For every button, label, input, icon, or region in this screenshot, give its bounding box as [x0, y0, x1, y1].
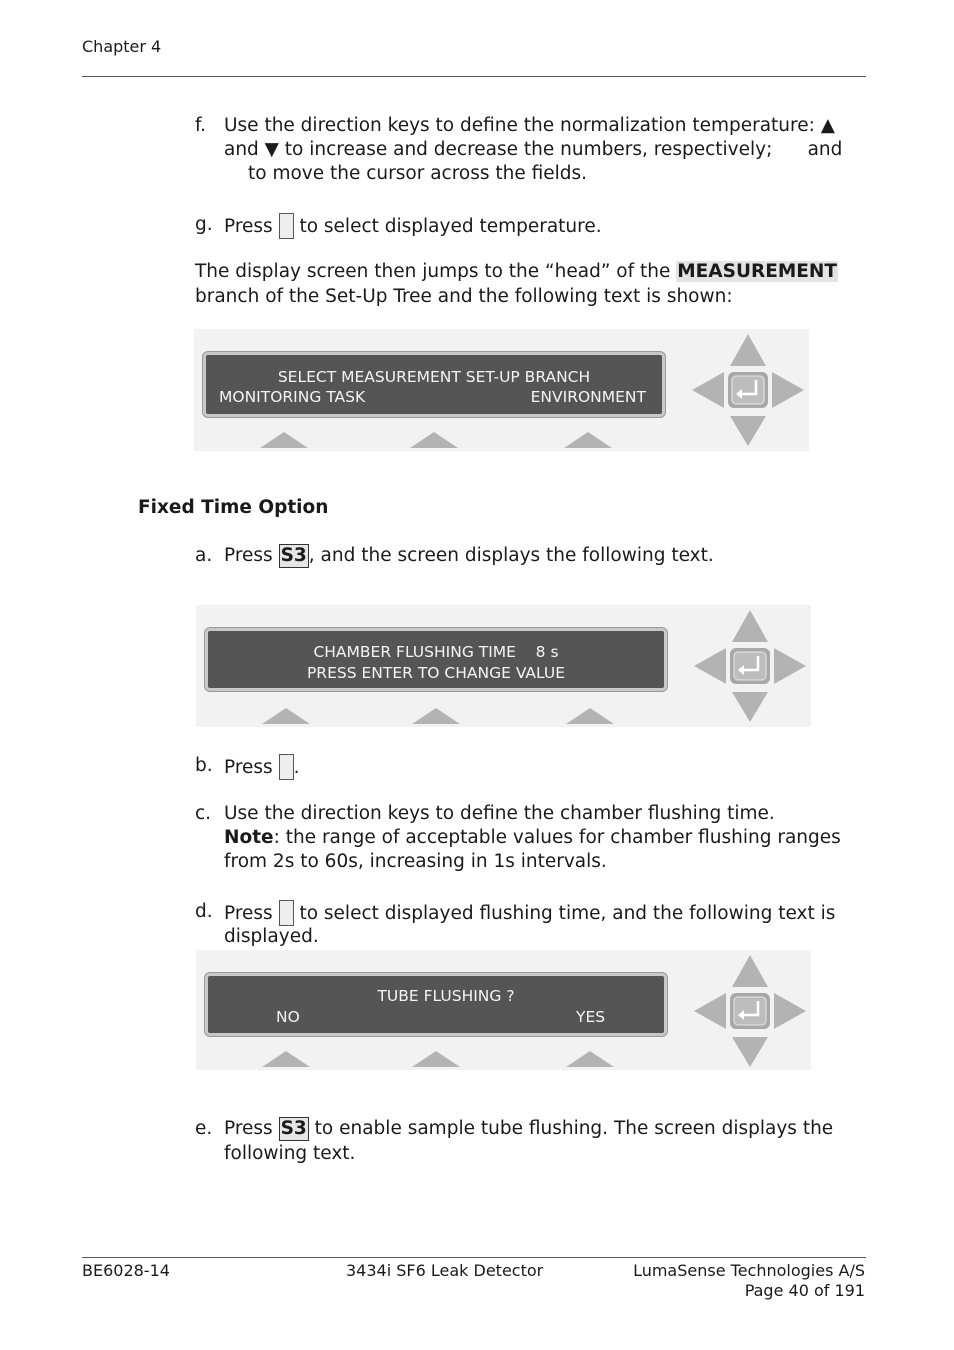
- step-g-marker: g.: [195, 214, 213, 235]
- step-e-after: to enable sample tube flushing. The screen displays the: [308, 1118, 834, 1139]
- direction-keypad-icon: [692, 953, 810, 1069]
- display-panel-3: [196, 950, 811, 1070]
- lcd3-line1: TUBE FLUSHING ?: [377, 987, 515, 1005]
- note-label: Note: [224, 827, 274, 848]
- header-rule: [82, 76, 866, 77]
- softkey-s3-icon: [566, 708, 614, 724]
- step-g-after: to select displayed temperature.: [293, 216, 602, 237]
- softkey-s3-icon: [566, 1051, 614, 1067]
- step-a-before: Press: [224, 545, 279, 566]
- softkey-s2-icon: [412, 1051, 460, 1067]
- lcd2-line1: CHAMBER FLUSHING TIME 8 s: [313, 643, 559, 661]
- step-d-before: Press: [224, 903, 279, 924]
- lcd1-right-option: ENVIRONMENT: [530, 388, 646, 406]
- lcd3-left-option: NO: [276, 1008, 300, 1026]
- lcd-screen-1: [203, 352, 665, 417]
- step-a-after: , and the screen displays the following text.: [308, 545, 714, 566]
- enter-key-icon: [279, 754, 294, 780]
- step-f-marker: f.: [195, 115, 207, 136]
- step-d-text: [224, 900, 835, 926]
- jump-paragraph-line1: [195, 260, 872, 284]
- softkey-s2-icon: [410, 432, 458, 448]
- step-e-marker: e.: [195, 1118, 213, 1139]
- step-b-after: .: [293, 757, 300, 778]
- s3-key-label: S3: [280, 1118, 307, 1139]
- step-d-marker: d.: [195, 901, 213, 922]
- step-c-line1: Use the direction keys to define the chamber flushing time.: [224, 803, 775, 824]
- jump-paragraph-before: The display screen then jumps to the “head” of the: [195, 261, 677, 282]
- step-f-line2: and ▼ to increase and decrease the numbers, respectively; and: [224, 139, 843, 160]
- footer-rule: [82, 1257, 866, 1258]
- footer-company: LumaSense Technologies A/S: [633, 1261, 865, 1280]
- step-c-note: [224, 826, 841, 850]
- step-a-marker: a.: [195, 545, 213, 566]
- lcd-screen-2: [205, 628, 667, 691]
- step-e-text: [224, 1117, 833, 1141]
- lcd-screen-3: [205, 973, 667, 1036]
- lcd1-line1: SELECT MEASUREMENT SET-UP BRANCH: [277, 368, 591, 386]
- step-d-line2: displayed.: [224, 926, 319, 947]
- lcd2-line2: PRESS ENTER TO CHANGE VALUE: [306, 664, 566, 682]
- direction-keypad-icon: [692, 608, 810, 724]
- note-text: : the range of acceptable values for chamber flushing ranges: [273, 827, 841, 848]
- softkey-s2-icon: [412, 708, 460, 724]
- measurement-highlight: MEASUREMENT: [677, 261, 837, 282]
- step-e-before: Press: [224, 1118, 279, 1139]
- section-heading: Fixed Time Option: [138, 497, 329, 518]
- step-a-text: [224, 544, 714, 568]
- step-e-line2: following text.: [224, 1143, 356, 1164]
- step-b-marker: b.: [195, 755, 213, 776]
- softkey-s1-icon: [262, 708, 310, 724]
- step-c-line3: from 2s to 60s, increasing in 1s intervals.: [224, 851, 607, 872]
- footer-page-number: Page 40 of 191: [744, 1281, 865, 1300]
- step-b-text: [224, 754, 299, 780]
- enter-key-icon: [279, 900, 294, 926]
- display-panel-2: [196, 605, 811, 727]
- chapter-label: Chapter 4: [82, 37, 162, 56]
- footer-doc-id: BE6028-14: [82, 1261, 170, 1280]
- s3-key-label: S3: [280, 545, 307, 566]
- step-f-line1: Use the direction keys to define the normalization temperature: ▲: [224, 115, 835, 136]
- footer-product: 3434i SF6 Leak Detector: [346, 1261, 544, 1280]
- step-c-marker: c.: [195, 803, 212, 824]
- step-b-before: Press: [224, 757, 279, 778]
- step-d-after: to select displayed flushing time, and the following text is: [293, 903, 836, 924]
- softkey-s1-icon: [260, 432, 308, 448]
- jump-paragraph-line2: branch of the Set-Up Tree and the following text is shown:: [195, 286, 733, 307]
- softkey-s3-icon: [564, 432, 612, 448]
- lcd1-left-option: MONITORING TASK: [219, 388, 366, 406]
- softkey-s1-icon: [262, 1051, 310, 1067]
- step-f-line3: to move the cursor across the fields.: [248, 163, 588, 184]
- enter-key-icon: [279, 213, 294, 239]
- direction-keypad-icon: [690, 332, 808, 448]
- display-panel-1: [194, 329, 809, 451]
- step-g-before: Press: [224, 216, 279, 237]
- lcd3-right-option: YES: [576, 1008, 606, 1026]
- step-g-text: [224, 213, 602, 239]
